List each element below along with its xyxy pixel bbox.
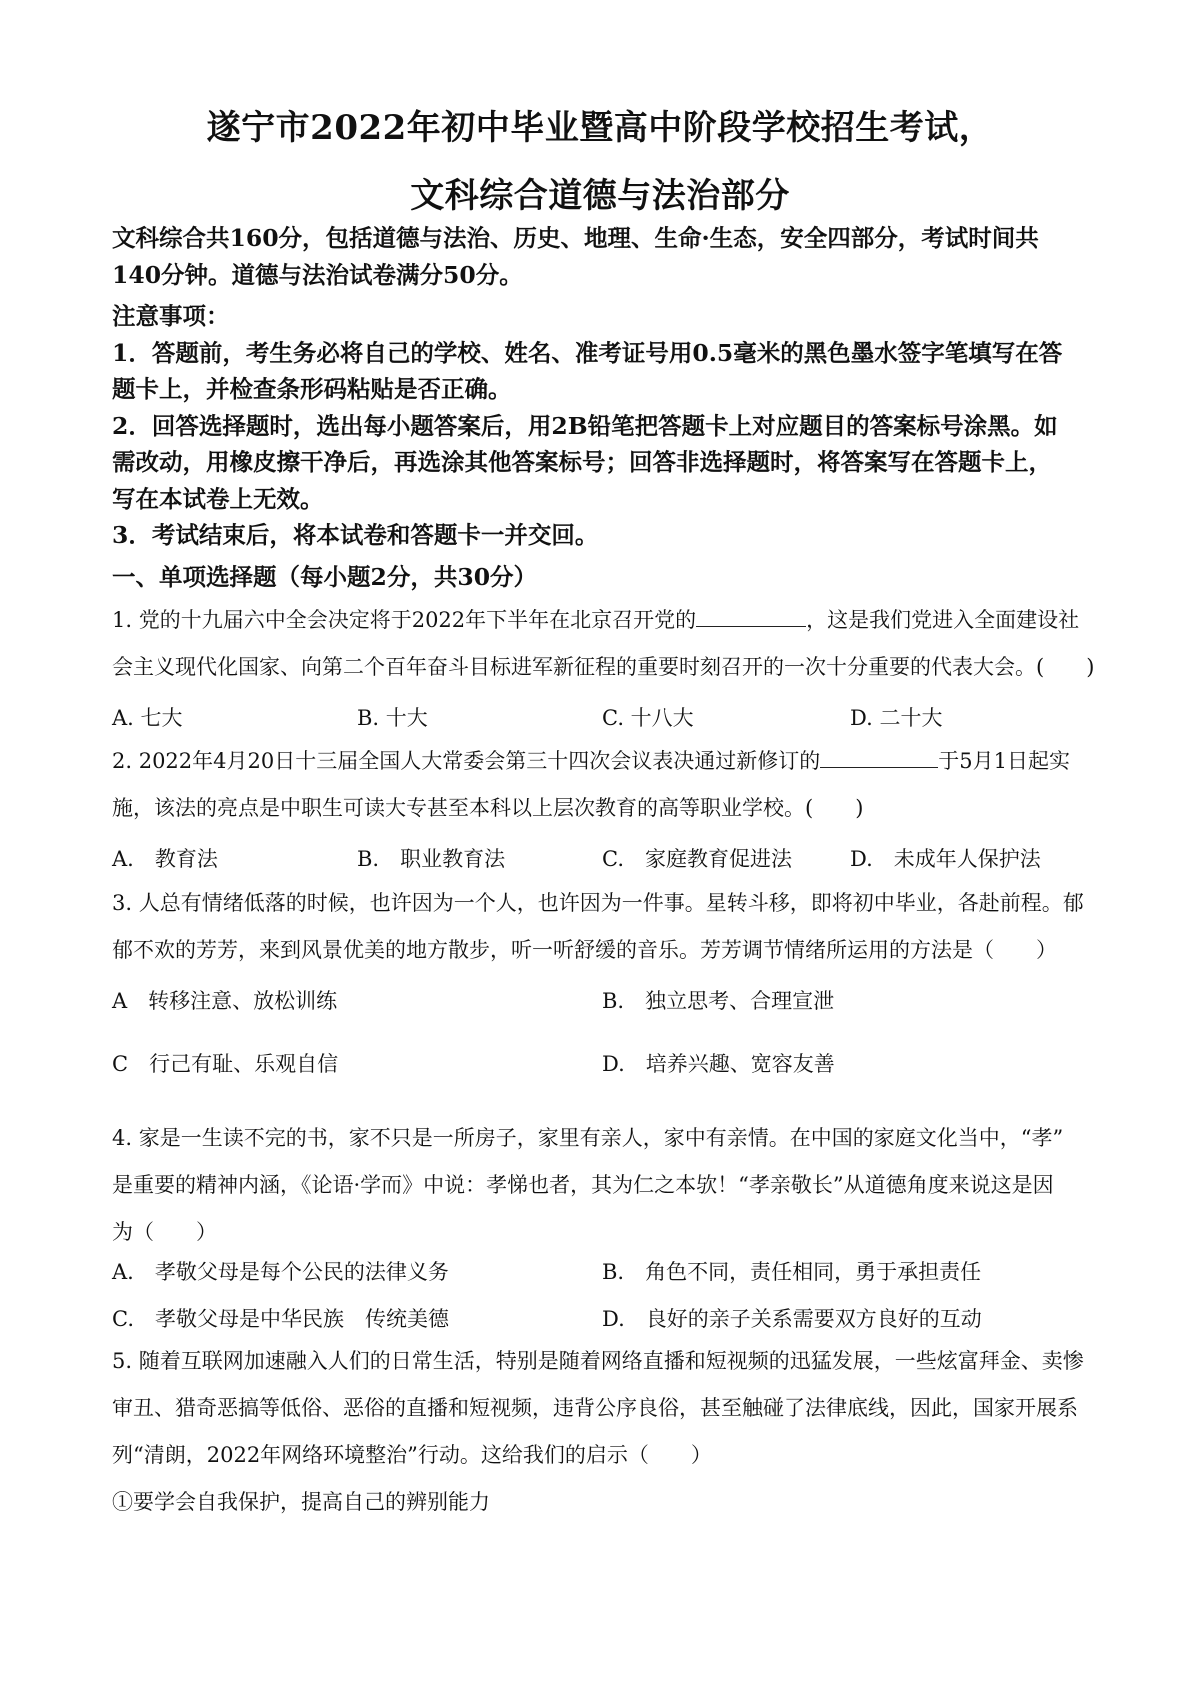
exam-subtitle: 文科综合道德与法治部分 [410, 176, 790, 216]
question-line: 列“清朗，2022年网络环境整治”行动。这给我们的启示（ ） [112, 1443, 712, 1467]
intro-line: 文科综合共160分，包括道德与法治、历史、地理、生命·生态，安全四部分，考试时间共 [112, 224, 1039, 252]
answer-blank [820, 745, 938, 768]
option-d: D. 二十大 [850, 706, 943, 730]
option-a: A. 七大 [112, 706, 183, 730]
answer-blank [696, 604, 806, 627]
question-5 [112, 1338, 1102, 1526]
option-d: D. 良好的亲子关系需要双方良好的互动 [602, 1307, 982, 1331]
intro-line: 140分钟。道德与法治试卷满分50分。 [112, 260, 523, 289]
question-line: 4. 家是一生读不完的书，家不只是一所房子，家里有亲人，家中有亲情。在中国的家庭文化当中，“孝” [112, 1126, 1064, 1150]
option-a: A. 教育法 [112, 847, 218, 871]
option-c: C 行己有耻、乐观自信 [112, 1052, 339, 1076]
option-a: A. 孝敬父母是每个公民的法律义务 [112, 1260, 449, 1284]
question-line: 施，该法的亮点是中职生可读大专甚至本科以上层次教育的高等职业学校。( ) [112, 796, 864, 820]
option-c: C. 孝敬父母是中华民族 传统美德 [112, 1307, 449, 1331]
option-b: B. 独立思考、合理宣泄 [602, 989, 835, 1013]
exam-title: 遂宁市2022年初中毕业暨高中阶段学校招生考试， [206, 108, 994, 148]
option-d: D. 未成年人保护法 [850, 847, 1041, 871]
intro-text [112, 220, 1102, 293]
question-4 [112, 1115, 1102, 1256]
question-1 [112, 597, 1102, 691]
question-3 [112, 880, 1102, 974]
notice-heading: 注意事项： [112, 302, 230, 330]
option-c: C. 家庭教育促进法 [602, 847, 792, 871]
notice-item: 3．考试结束后，将本试卷和答题卡一并交回。 [112, 521, 599, 549]
question-line [112, 738, 1102, 785]
section-heading: 一、单项选择题（每小题2分，共30分） [112, 563, 538, 591]
notice-item: 写在本试卷上无效。 [112, 484, 324, 513]
statement-item: ①要学会自我保护，提高自己的辨别能力 [112, 1490, 490, 1514]
question-line: 3. 人总有情绪低落的时候，也许因为一个人，也许因为一件事。星转斗移，即将初中毕业，各赴前程。郁 [112, 891, 1084, 915]
question-line: 为（ ） [112, 1220, 217, 1244]
question-text: 2. 2022年4月20日十三届全国人大常委会第三十四次会议表决通过新修订的 [112, 749, 821, 773]
question-text: ，这是我们党进入全面建设社 [806, 608, 1080, 632]
option-d: D. 培养兴趣、宽容友善 [602, 1052, 835, 1076]
question-line: 5. 随着互联网加速融入人们的日常生活，特别是随着网络直播和短视频的迅猛发展，一些炫富拜金、卖惨 [112, 1349, 1084, 1373]
question-line: 郁不欢的芳芳，来到风景优美的地方散步，听一听舒缓的音乐。芳芳调节情绪所运用的方法是（ ） [112, 938, 1057, 962]
question-line: 会主义现代化国家、向第二个百年奋斗目标进军新征程的重要时刻召开的一次十分重要的代表大会。( ) [112, 655, 1095, 679]
question-line: 是重要的精神内涵，《论语·学而》中说：孝悌也者，其为仁之本欤！“孝亲敬长”从道德角度来说这是因 [112, 1173, 1054, 1197]
question-line: 审丑、猎奇恶搞等低俗、恶俗的直播和短视频，违背公序良俗，甚至触碰了法律底线，因此，国家开展系 [112, 1396, 1078, 1420]
option-b: B. 十大 [357, 706, 428, 730]
question-text: 于5月1日起实 [938, 749, 1070, 773]
notice-item: 2．回答选择题时，选出每小题答案后，用2B铅笔把答题卡上对应题目的答案标号涂黑。如 [112, 411, 1058, 440]
notice-block [112, 298, 1102, 554]
question-line [112, 597, 1102, 644]
notice-item: 1．答题前，考生务必将自己的学校、姓名、准考证号用0.5毫米的黑色墨水签字笔填写在答 [112, 338, 1063, 367]
option-c: C. 十八大 [602, 706, 694, 730]
option-b: B. 角色不同，责任相同，勇于承担责任 [602, 1260, 982, 1284]
notice-item: 题卡上，并检查条形码粘贴是否正确。 [112, 375, 512, 403]
notice-item: 需改动，用橡皮擦干净后，再选涂其他答案标号；回答非选择题时，将答案写在答题卡上， [112, 448, 1052, 476]
option-b: B. 职业教育法 [357, 847, 506, 871]
question-2 [112, 738, 1102, 832]
question-text: 1. 党的十九届六中全会决定将于2022年下半年在北京召开党的 [112, 608, 697, 632]
option-a: A 转移注意、放松训练 [112, 989, 338, 1013]
